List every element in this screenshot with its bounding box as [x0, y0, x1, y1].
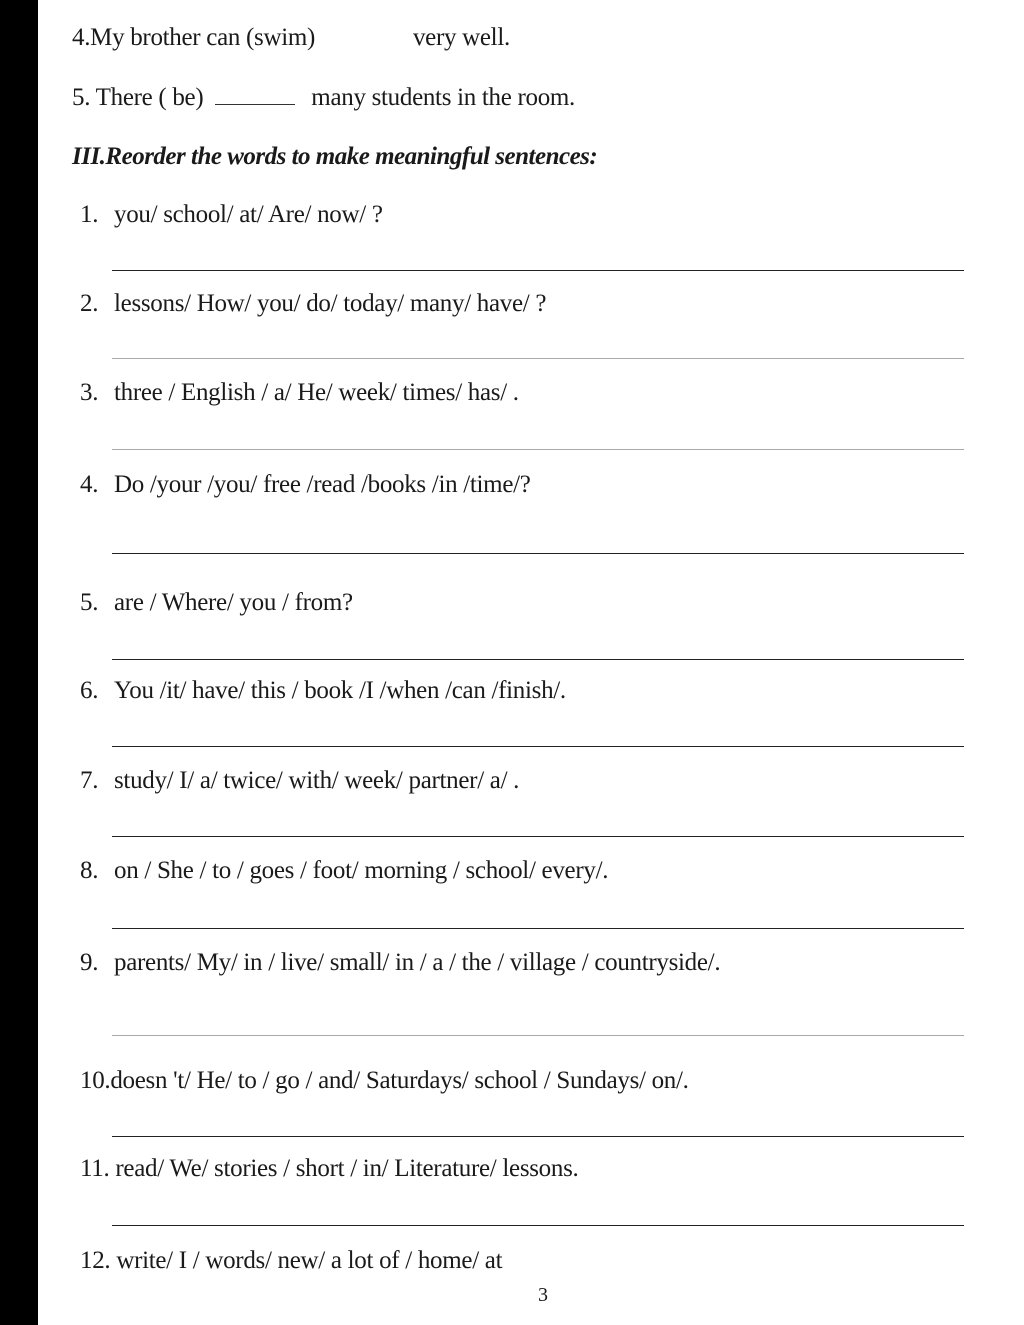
reorder-item-2: [80, 290, 546, 318]
item-number: 3.: [80, 379, 99, 406]
reorder-item-12: [80, 1247, 502, 1275]
item-4-text: 4.My brother can (swim): [72, 24, 316, 51]
reorder-item-10: [80, 1067, 689, 1095]
item-number: 2.: [80, 290, 99, 317]
answer-line-1: [112, 270, 964, 271]
item-number: 4.: [80, 471, 99, 498]
item-5-text: 5. There ( be): [72, 84, 204, 111]
answer-line-11: [112, 1225, 964, 1226]
reorder-item-3: [80, 379, 519, 407]
reorder-item-1: [80, 201, 383, 229]
item-4-tail: very well.: [412, 24, 510, 51]
item-words: lessons/ How/ you/ do/ today/ many/ have/ ?: [114, 290, 547, 317]
answer-line-8: [112, 928, 964, 929]
item-number: 10.: [80, 1067, 111, 1094]
fill-blank-line: [215, 88, 295, 105]
item-words: read/ We/ stories / short / in/ Literature/ lessons.: [115, 1155, 579, 1182]
page-number: 3: [538, 1284, 548, 1306]
item-number: 7.: [80, 767, 99, 794]
reorder-item-5: [80, 589, 353, 617]
item-words: you/ school/ at/ Are/ now/ ?: [114, 201, 383, 228]
reorder-item-11: [80, 1155, 578, 1183]
item-number: 6.: [80, 677, 99, 704]
reorder-item-4: [80, 471, 531, 499]
item-words: You /it/ have/ this / book /I /when /can /finish/.: [114, 677, 566, 704]
reorder-item-9: [80, 949, 720, 977]
answer-line-7: [112, 836, 964, 837]
item-number: 5.: [80, 589, 99, 616]
item-number: 12.: [80, 1247, 111, 1274]
exercise-item-4: [72, 24, 510, 52]
answer-line-5: [112, 659, 964, 660]
item-words: write/ I / words/ new/ a lot of / home/ at: [116, 1247, 503, 1274]
item-number: 11.: [80, 1155, 110, 1182]
reorder-item-7: [80, 767, 519, 795]
exercise-item-5: [72, 84, 575, 112]
answer-line-4: [112, 553, 964, 554]
item-words: on / She / to / goes / foot/ morning / school/ every/.: [114, 857, 609, 884]
answer-line-2: [112, 358, 964, 359]
worksheet-page: [38, 0, 1024, 1325]
section-heading: III.Reorder the words to make meaningful sentences:: [72, 143, 598, 170]
item-words: doesn 't/ He/ to / go / and/ Saturdays/ school / Sundays/ on/.: [110, 1067, 689, 1094]
item-number: 1.: [80, 201, 99, 228]
item-words: three / English / a/ He/ week/ times/ has/ .: [114, 379, 519, 406]
answer-line-9: [112, 1035, 964, 1036]
item-number: 8.: [80, 857, 99, 884]
item-words: are / Where/ you / from?: [114, 589, 353, 616]
reorder-item-8: [80, 857, 608, 885]
item-words: parents/ My/ in / live/ small/ in / a / the / village / countryside/.: [114, 949, 721, 976]
answer-line-3: [112, 449, 964, 450]
item-words: Do /your /you/ free /read /books /in /time/?: [114, 471, 531, 498]
reorder-item-6: [80, 677, 566, 705]
item-words: study/ I/ a/ twice/ with/ week/ partner/ a/ .: [114, 767, 520, 794]
answer-line-10: [112, 1136, 964, 1137]
answer-line-6: [112, 746, 964, 747]
item-number: 9.: [80, 949, 99, 976]
item-5-tail: many students in the room.: [311, 84, 575, 111]
